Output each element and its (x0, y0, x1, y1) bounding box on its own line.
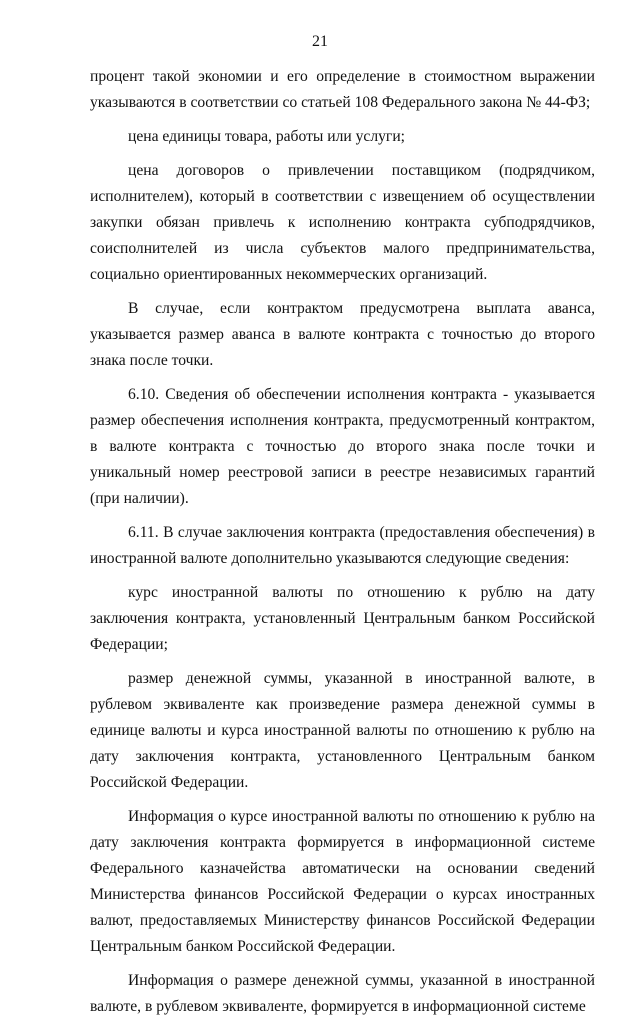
paragraph: 6.11. В случае заключения контракта (предоставления обеспечения) в иностранной валюте дополнительно указываются следующие сведения: (90, 524, 595, 567)
paragraph: процент такой экономии и его определение в стоимостном выражении указываются в соответствии со статьей 108 Федерального закона № 44-ФЗ; (90, 68, 595, 111)
document-body (90, 64, 595, 1020)
paragraph: размер денежной суммы, указанной в иностранной валюте, в рублевом эквиваленте как произведение размера денежной суммы в единице валюты и курса иностранной валюты по отношению к рублю на дату заключения контракта, установленного Центральным банком Российской Федерации. (90, 670, 595, 791)
paragraph: 6.10. Сведения об обеспечении исполнения контракта - указывается размер обеспечения исполнения контракта, предусмотренный контрактом, в валюте контракта с точностью до второго знака после точки и уникальный номер реестровой записи в реестре независимых гарантий (при наличии). (90, 386, 595, 507)
paragraph: курс иностранной валюты по отношению к рублю на дату заключения контракта, установленный Центральным банком Российской Федерации; (90, 584, 595, 653)
page-number: 21 (312, 33, 328, 50)
paragraph: цена договоров о привлечении поставщиком (подрядчиком, исполнителем), который в соответствии с извещением об осуществлении закупки обязан привлечь к исполнению контракта субподрядчиков, соисполнителей из числа субъектов малого предпринимательства, социально ориентированных некоммерческих организаций. (90, 162, 595, 283)
paragraph: Информация о курсе иностранной валюты по отношению к рублю на дату заключения контракта формируется в информационной системе Федерального казначейства автоматически на основании сведений Министерства финансов Российской Федерации о курсах иностранных валют, предоставляемых Министерству финансов Российской Федерации Центральным банком Российской Федерации. (90, 808, 595, 955)
paragraph: цена единицы товара, работы или услуги; (128, 128, 406, 145)
paragraph: Информация о размере денежной суммы, указанной в иностранной валюте, в рублевом эквиваленте, формируется в информационной системе (90, 972, 595, 1015)
paragraph: В случае, если контрактом предусмотрена выплата аванса, указывается размер аванса в валюте контракта с точностью до второго знака после точки. (90, 300, 595, 369)
